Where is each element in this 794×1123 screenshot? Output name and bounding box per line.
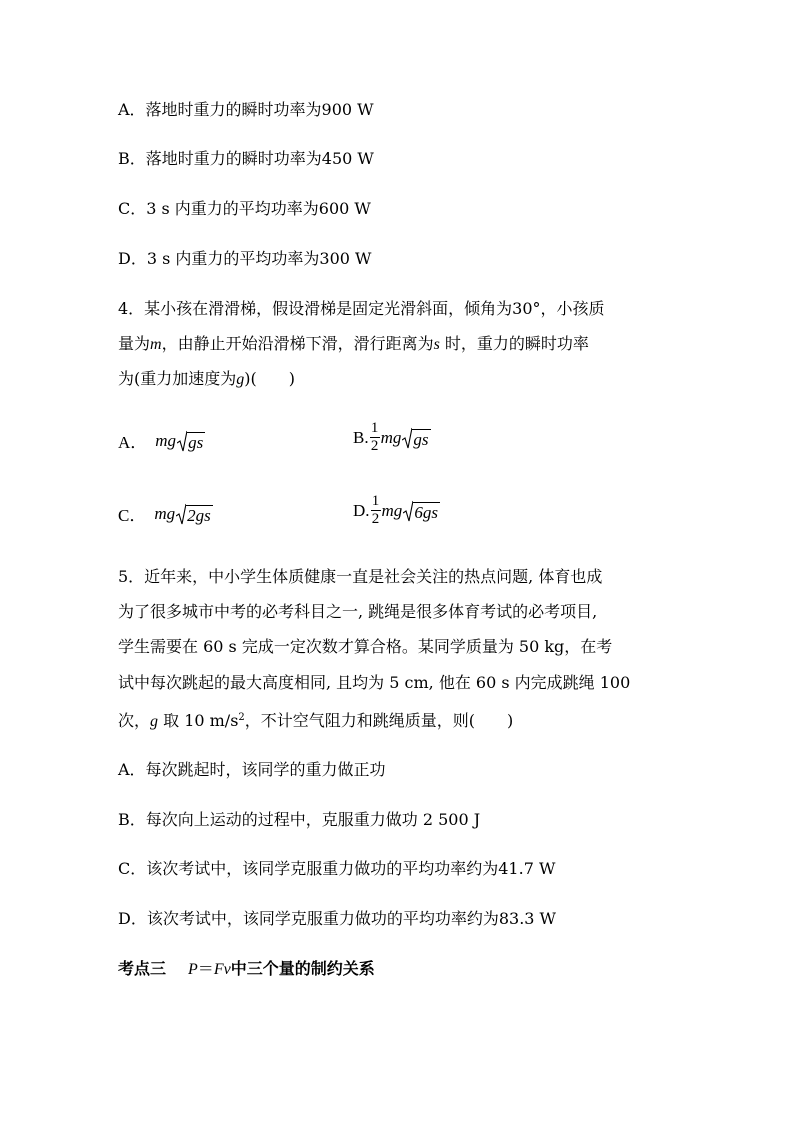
coefficient: mg <box>155 430 177 450</box>
q5-option-d: D．该次考试中，该同学克服重力做功的平均功率约为83.3 W <box>118 909 556 928</box>
q5-stem-text: 取 10 m/s <box>158 711 239 730</box>
numerator: 1 <box>371 493 380 509</box>
sqrt-expression <box>177 430 205 452</box>
q5-stem-text: ，不计空气阻力和跳绳质量，则( ) <box>244 711 514 730</box>
q4-stem-text: 时，重力的瞬时功率 <box>439 334 589 353</box>
section-heading <box>118 958 375 981</box>
radicand: gs <box>188 432 204 452</box>
numerator: 1 <box>370 420 379 436</box>
q4-option-a <box>118 428 205 453</box>
q5-option-c: C．该次考试中，该同学克服重力做功的平均功率约为41.7 W <box>118 859 556 878</box>
coefficient: mg <box>381 500 403 520</box>
radicand: gs <box>413 429 429 449</box>
radical-sign-icon <box>176 503 186 525</box>
q4-stem-text: ，由静止开始沿滑梯下滑，滑行距离为 <box>161 334 434 353</box>
q4-option-b <box>353 420 431 455</box>
formula-equals: ＝ <box>197 959 214 978</box>
q5-stem-line5 <box>118 707 513 733</box>
denominator: 2 <box>370 438 379 454</box>
section-title: 中三个量的制约关系 <box>230 959 375 978</box>
q4-option-c <box>118 501 213 526</box>
sqrt-expression <box>402 427 430 449</box>
q4-var-m: m <box>150 336 162 353</box>
option-label: C． <box>118 506 147 525</box>
radical-sign-icon <box>402 427 412 449</box>
section-label: 考点三 <box>118 959 167 978</box>
q3-option-d: D．3 s 内重力的平均功率为300 W <box>118 249 372 268</box>
denominator: 2 <box>371 511 380 527</box>
q4-option-d <box>353 493 440 528</box>
q4-stem-line1: 4．某小孩在滑滑梯，假设滑梯是固定光滑斜面，倾角为30°，小孩质 <box>118 299 605 318</box>
option-label: B. <box>353 427 369 447</box>
radical-sign-icon <box>177 430 187 452</box>
q5-stem-line4: 试中每次跳起的最大高度相同, 且均为 5 cm, 他在 60 s 内完成跳绳 100 <box>118 673 631 692</box>
q5-stem-line3: 学生需要在 60 s 完成一定次数才算合格。某同学质量为 50 kg，在考 <box>118 637 613 656</box>
sqrt-expression <box>403 500 440 522</box>
q5-var-g: g <box>150 713 159 730</box>
q3-option-a: A．落地时重力的瞬时功率为900 W <box>118 100 374 119</box>
exponent: 2 <box>238 712 245 723</box>
option-label: D. <box>353 500 370 520</box>
q5-option-b: B．每次向上运动的过程中，克服重力做功 2 500 J <box>118 810 481 829</box>
fraction <box>370 420 380 455</box>
coefficient: mg <box>380 427 402 447</box>
q5-stem-line1: 5．近年来，中小学生体质健康一直是社会关注的热点问题, 体育也成 <box>118 567 603 586</box>
q4-stem-line2 <box>118 333 589 356</box>
radicand: 6gs <box>414 502 438 522</box>
q4-stem-text: 为(重力加速度为 <box>118 369 237 388</box>
q4-var-g: g <box>236 371 245 388</box>
q4-stem-text: 量为 <box>118 334 151 353</box>
q3-option-b: B．落地时重力的瞬时功率为450 W <box>118 149 374 168</box>
q5-option-a: A．每次跳起时，该同学的重力做正功 <box>118 760 386 779</box>
option-label: A． <box>118 433 148 452</box>
radicand: 2gs <box>187 505 211 525</box>
sqrt-expression <box>176 503 213 525</box>
formula-force-velocity: Fv <box>213 961 231 978</box>
radical-sign-icon <box>403 500 413 522</box>
q3-option-c: C．3 s 内重力的平均功率为600 W <box>118 199 371 218</box>
q4-stem-text: )( ) <box>244 369 295 388</box>
q4-stem-line3 <box>118 368 295 391</box>
fraction <box>371 493 381 528</box>
q5-stem-text: 次， <box>118 711 151 730</box>
q4-var-s: s <box>433 336 440 353</box>
q5-stem-line2: 为了很多城市中考的必考科目之一, 跳绳是很多体育考试的必考项目, <box>118 602 598 621</box>
formula-power: P <box>188 961 198 978</box>
coefficient: mg <box>154 503 176 523</box>
